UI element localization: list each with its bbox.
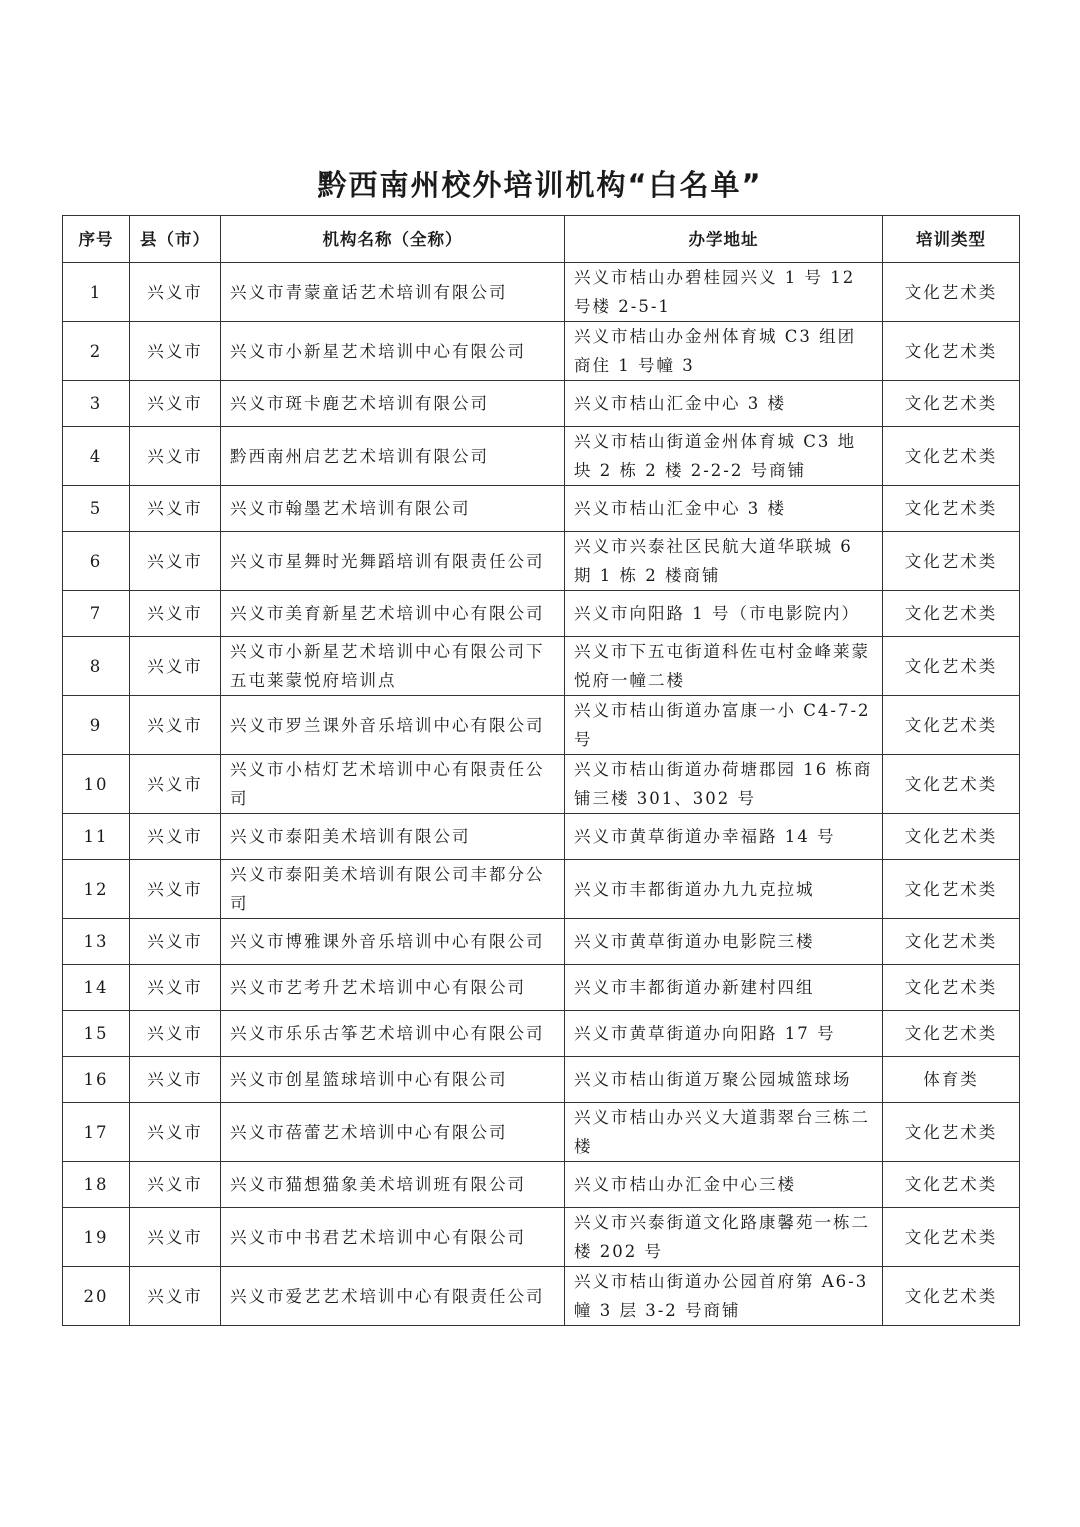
cell-no: 12 — [63, 860, 130, 919]
cell-no: 19 — [63, 1208, 130, 1267]
cell-county: 兴义市 — [130, 1057, 221, 1103]
cell-no: 9 — [63, 696, 130, 755]
cell-county: 兴义市 — [130, 1208, 221, 1267]
cell-county: 兴义市 — [130, 919, 221, 965]
cell-address: 兴义市桔山办兴义大道翡翠台三栋二楼 — [565, 1103, 883, 1162]
cell-no: 17 — [63, 1103, 130, 1162]
cell-name: 兴义市小新星艺术培训中心有限公司 — [221, 322, 565, 381]
cell-no: 2 — [63, 322, 130, 381]
cell-no: 5 — [63, 486, 130, 532]
cell-type: 文化艺术类 — [883, 1162, 1020, 1208]
cell-type: 文化艺术类 — [883, 637, 1020, 696]
cell-county: 兴义市 — [130, 1103, 221, 1162]
cell-type: 文化艺术类 — [883, 532, 1020, 591]
cell-name: 兴义市星舞时光舞蹈培训有限责任公司 — [221, 532, 565, 591]
cell-no: 11 — [63, 814, 130, 860]
cell-no: 15 — [63, 1011, 130, 1057]
cell-type: 文化艺术类 — [883, 1103, 1020, 1162]
cell-type: 文化艺术类 — [883, 381, 1020, 427]
whitelist-table — [62, 215, 1020, 1326]
cell-name: 兴义市美育新星艺术培训中心有限公司 — [221, 591, 565, 637]
cell-no: 3 — [63, 381, 130, 427]
header-county: 县（市） — [130, 216, 221, 263]
cell-address: 兴义市桔山办汇金中心三楼 — [565, 1162, 883, 1208]
cell-address: 兴义市兴泰街道文化路康馨苑一栋二楼 202 号 — [565, 1208, 883, 1267]
cell-no: 14 — [63, 965, 130, 1011]
table-row — [63, 965, 1020, 1011]
cell-type: 文化艺术类 — [883, 1011, 1020, 1057]
cell-address: 兴义市向阳路 1 号（市电影院内） — [565, 591, 883, 637]
cell-name: 兴义市小桔灯艺术培训中心有限责任公司 — [221, 755, 565, 814]
cell-no: 8 — [63, 637, 130, 696]
cell-address: 兴义市桔山办碧桂园兴义 1 号 12 号楼 2-5-1 — [565, 263, 883, 322]
cell-type: 文化艺术类 — [883, 919, 1020, 965]
cell-county: 兴义市 — [130, 486, 221, 532]
cell-address: 兴义市桔山街道金州体育城 C3 地块 2 栋 2 楼 2-2-2 号商铺 — [565, 427, 883, 486]
cell-type: 文化艺术类 — [883, 696, 1020, 755]
cell-address: 兴义市桔山街道办富康一小 C4-7-2 号 — [565, 696, 883, 755]
header-address: 办学地址 — [565, 216, 883, 263]
table-row — [63, 755, 1020, 814]
table-row — [63, 860, 1020, 919]
table-row — [63, 1267, 1020, 1326]
cell-type: 文化艺术类 — [883, 965, 1020, 1011]
table-row — [63, 486, 1020, 532]
cell-name: 兴义市猫想猫象美术培训班有限公司 — [221, 1162, 565, 1208]
cell-no: 4 — [63, 427, 130, 486]
cell-name: 兴义市乐乐古筝艺术培训中心有限公司 — [221, 1011, 565, 1057]
cell-type: 文化艺术类 — [883, 591, 1020, 637]
cell-county: 兴义市 — [130, 1162, 221, 1208]
header-type: 培训类型 — [883, 216, 1020, 263]
cell-type: 文化艺术类 — [883, 486, 1020, 532]
table-row — [63, 381, 1020, 427]
table-row — [63, 1103, 1020, 1162]
cell-county: 兴义市 — [130, 860, 221, 919]
cell-no: 6 — [63, 532, 130, 591]
table-row — [63, 427, 1020, 486]
cell-type: 文化艺术类 — [883, 322, 1020, 381]
cell-address: 兴义市桔山办金州体育城 C3 组团商住 1 号幢 3 — [565, 322, 883, 381]
cell-no: 13 — [63, 919, 130, 965]
cell-county: 兴义市 — [130, 532, 221, 591]
cell-type: 文化艺术类 — [883, 1267, 1020, 1326]
table-row — [63, 1208, 1020, 1267]
table-row — [63, 532, 1020, 591]
cell-address: 兴义市兴泰社区民航大道华联城 6 期 1 栋 2 楼商铺 — [565, 532, 883, 591]
cell-name: 兴义市泰阳美术培训有限公司 — [221, 814, 565, 860]
cell-no: 1 — [63, 263, 130, 322]
header-name: 机构名称（全称） — [221, 216, 565, 263]
cell-type: 文化艺术类 — [883, 1208, 1020, 1267]
cell-name: 兴义市小新星艺术培训中心有限公司下五屯莱蒙悦府培训点 — [221, 637, 565, 696]
cell-address: 兴义市桔山街道办公园首府第 A6-3 幢 3 层 3-2 号商铺 — [565, 1267, 883, 1326]
table-row — [63, 919, 1020, 965]
cell-address: 兴义市桔山汇金中心 3 楼 — [565, 486, 883, 532]
cell-name: 兴义市创星篮球培训中心有限公司 — [221, 1057, 565, 1103]
cell-address: 兴义市下五屯街道科佐屯村金峰莱蒙悦府一幢二楼 — [565, 637, 883, 696]
cell-county: 兴义市 — [130, 427, 221, 486]
table-row — [63, 263, 1020, 322]
cell-county: 兴义市 — [130, 381, 221, 427]
cell-name: 兴义市艺考升艺术培训中心有限公司 — [221, 965, 565, 1011]
cell-name: 兴义市斑卡鹿艺术培训有限公司 — [221, 381, 565, 427]
cell-name: 兴义市中书君艺术培训中心有限公司 — [221, 1208, 565, 1267]
table-row — [63, 1057, 1020, 1103]
cell-name: 黔西南州启艺艺术培训有限公司 — [221, 427, 565, 486]
cell-type: 文化艺术类 — [883, 814, 1020, 860]
cell-type: 文化艺术类 — [883, 860, 1020, 919]
cell-address: 兴义市丰都街道办新建村四组 — [565, 965, 883, 1011]
cell-name: 兴义市爱艺艺术培训中心有限责任公司 — [221, 1267, 565, 1326]
cell-county: 兴义市 — [130, 263, 221, 322]
cell-county: 兴义市 — [130, 1267, 221, 1326]
cell-no: 18 — [63, 1162, 130, 1208]
header-no: 序号 — [63, 216, 130, 263]
cell-name: 兴义市蓓蕾艺术培训中心有限公司 — [221, 1103, 565, 1162]
cell-county: 兴义市 — [130, 965, 221, 1011]
page-title: 黔西南州校外培训机构“白名单” — [317, 168, 763, 202]
cell-no: 20 — [63, 1267, 130, 1326]
cell-name: 兴义市罗兰课外音乐培训中心有限公司 — [221, 696, 565, 755]
table-row — [63, 637, 1020, 696]
cell-no: 10 — [63, 755, 130, 814]
table-row — [63, 591, 1020, 637]
cell-no: 7 — [63, 591, 130, 637]
cell-name: 兴义市博雅课外音乐培训中心有限公司 — [221, 919, 565, 965]
cell-county: 兴义市 — [130, 755, 221, 814]
cell-name: 兴义市青蒙童话艺术培训有限公司 — [221, 263, 565, 322]
cell-address: 兴义市黄草街道办电影院三楼 — [565, 919, 883, 965]
table-row — [63, 322, 1020, 381]
table-row — [63, 814, 1020, 860]
cell-address: 兴义市黄草街道办向阳路 17 号 — [565, 1011, 883, 1057]
cell-county: 兴义市 — [130, 637, 221, 696]
cell-address: 兴义市黄草街道办幸福路 14 号 — [565, 814, 883, 860]
table-row — [63, 1162, 1020, 1208]
table-row — [63, 696, 1020, 755]
cell-address: 兴义市桔山街道万聚公园城篮球场 — [565, 1057, 883, 1103]
table-row — [63, 1011, 1020, 1057]
cell-name: 兴义市泰阳美术培训有限公司丰都分公司 — [221, 860, 565, 919]
cell-address: 兴义市桔山汇金中心 3 楼 — [565, 381, 883, 427]
cell-county: 兴义市 — [130, 322, 221, 381]
table-header-row — [63, 216, 1020, 263]
cell-county: 兴义市 — [130, 696, 221, 755]
cell-no: 16 — [63, 1057, 130, 1103]
cell-address: 兴义市桔山街道办荷塘郡园 16 栋商铺三楼 301、302 号 — [565, 755, 883, 814]
cell-type: 文化艺术类 — [883, 263, 1020, 322]
cell-county: 兴义市 — [130, 814, 221, 860]
cell-type: 体育类 — [883, 1057, 1020, 1103]
cell-type: 文化艺术类 — [883, 755, 1020, 814]
cell-name: 兴义市翰墨艺术培训有限公司 — [221, 486, 565, 532]
cell-county: 兴义市 — [130, 1011, 221, 1057]
table-body — [63, 263, 1020, 1326]
cell-county: 兴义市 — [130, 591, 221, 637]
cell-address: 兴义市丰都街道办九九克拉城 — [565, 860, 883, 919]
cell-type: 文化艺术类 — [883, 427, 1020, 486]
